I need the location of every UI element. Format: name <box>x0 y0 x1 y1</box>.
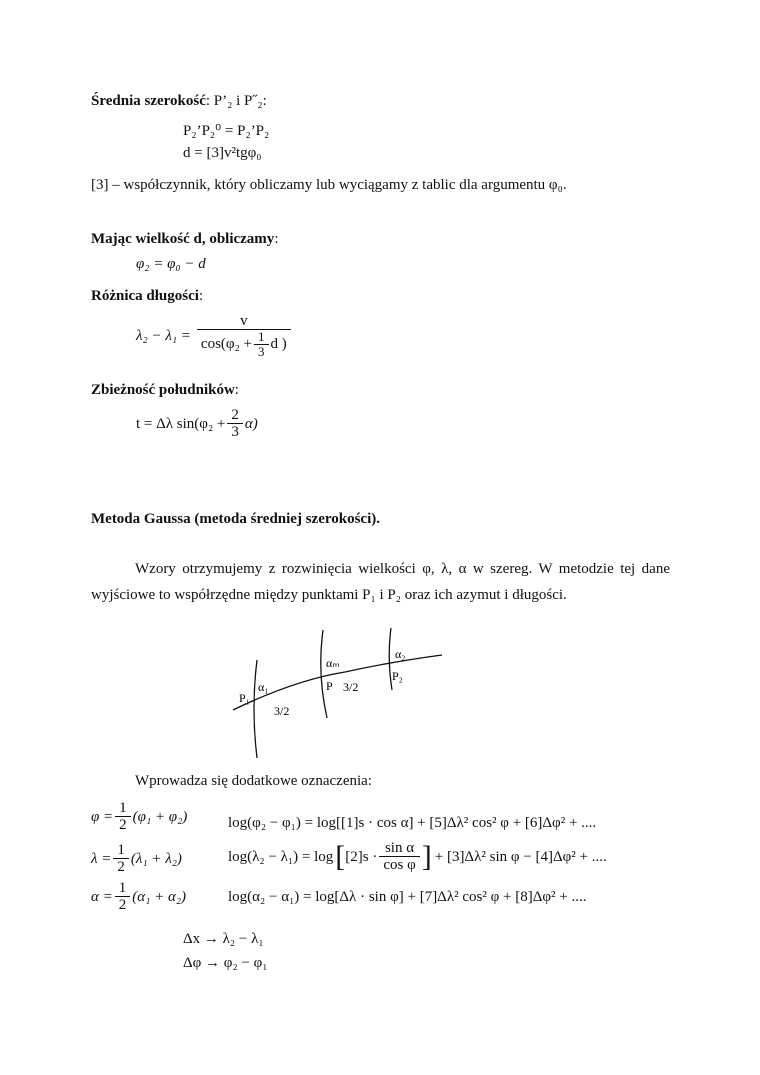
eq1-right: = P₂’P₂ <box>224 123 270 139</box>
gauss-paragraph: Wzory otrzymujemy z rozwinięcia wielkości φ, λ, α w szereg. W metodzie tej dane wyjściowe to współrzędne między punktami P₁ i P₂ oraz ich azymut i długości. <box>91 561 670 603</box>
coefficient-note: [3] – współczynnik, który obliczamy lub wyciągamy z tablic dla argumentu φ₀. <box>91 177 567 193</box>
srednia-heading-rest: : P’₂ i P˝₂: <box>205 93 267 109</box>
equation-p2-p20 <box>183 121 269 140</box>
log2-a: log(λ₂ − λ₁) = log <box>228 848 334 865</box>
roznica-heading: Różnica długości: <box>91 288 204 304</box>
eq4-den-frac-num: 1 <box>258 329 265 344</box>
gauss-heading: Metoda Gaussa (metoda średniej szerokości). <box>91 511 380 527</box>
eq4-den-b: d ) <box>270 336 287 352</box>
zbieznosc-heading: Zbieżność południków: <box>91 382 239 398</box>
mean-alpha <box>91 880 186 914</box>
eq4-denominator <box>197 329 291 359</box>
eq1-left: P₂’P₂⁰ <box>183 123 222 139</box>
mean-alpha-frac <box>115 880 131 914</box>
mean-lambda-num: 1 <box>117 842 125 858</box>
eq5-right: α) <box>244 415 258 432</box>
mean-alpha-num: 1 <box>118 880 127 896</box>
log-equation-alpha: log(α₂ − α₁) = log[Δλ · sin φ] + [7]Δλ² cos² φ + [8]Δφ² + .... <box>228 889 587 905</box>
roznica-heading-text: Różnica długości <box>91 288 199 304</box>
eq4-fraction <box>197 313 291 359</box>
mean-phi-num: 1 <box>119 800 127 816</box>
log2-b: [2]s · <box>345 848 378 865</box>
label-half-left: 3/2 <box>274 704 290 718</box>
eq4-numerator: v <box>240 313 248 329</box>
eq5-fraction <box>227 407 243 441</box>
mean-phi-left: φ = <box>91 808 114 825</box>
eq5-frac-den: 3 <box>227 423 243 441</box>
mean-lambda-frac <box>113 842 129 876</box>
notation-intro: Wprowadza się dodatkowe oznaczenia: <box>135 773 372 789</box>
eq5-frac-num: 2 <box>231 407 239 423</box>
equation-d: d = [3]v²tgφ₀ <box>183 145 262 161</box>
majac-heading-text: Mając wielkość d, obliczamy <box>91 231 275 247</box>
eq4-den-frac-den: 3 <box>254 344 269 359</box>
meridian-p <box>321 630 327 718</box>
label-p: P <box>326 679 333 693</box>
delta-x: Δx → λ₂ − λ₁ <box>183 931 264 947</box>
equation-phi2: φ₂ = φ₀ − d <box>136 256 206 272</box>
mean-phi-frac <box>115 800 131 834</box>
equation-lambda-diff <box>136 313 293 359</box>
srednia-heading-line <box>91 92 267 110</box>
label-alpha1: α₁ <box>258 680 269 694</box>
log2-c: + [3]Δλ² sin φ − [4]Δφ² + .... <box>434 848 607 865</box>
label-p2: P₂ <box>392 669 403 683</box>
log-equation-lambda: log(λ₂ − λ₁) = log [ [2]s · $\frac{\text{sin α}}{\text{cos φ}}$ ] + [3]Δλ² sin φ − [4]Δφ² + .... <box>228 840 607 873</box>
log2-fraction <box>379 840 419 874</box>
mean-lambda <box>91 842 182 876</box>
delta-phi: Δφ → φ₂ − φ₁ <box>183 955 268 971</box>
mean-lambda-right: (λ₁ + λ₂) <box>130 850 182 867</box>
label-p1: P₁ <box>239 691 250 705</box>
zbieznosc-heading-text: Zbieżność południków <box>91 382 235 398</box>
meridian-p1 <box>254 660 257 758</box>
label-alpha2: α₂ <box>395 647 406 661</box>
log-equation-phi: log(φ₂ − φ₁) = log[[1]s · cos α] + [5]Δλ² cos² φ + [6]Δφ² + .... <box>228 815 597 831</box>
mean-lambda-left: λ = <box>91 850 112 867</box>
mean-phi <box>91 800 187 834</box>
mean-alpha-left: α = <box>91 888 113 905</box>
mean-phi-den: 2 <box>115 816 131 834</box>
equation-convergence <box>136 407 258 441</box>
mean-phi-right: (φ₁ + φ₂) <box>132 808 188 825</box>
eq5-left: t = Δλ sin(φ₂ + <box>136 415 226 432</box>
majac-heading: Mając wielkość d, obliczamy: <box>91 231 279 247</box>
mean-lambda-den: 2 <box>113 858 129 876</box>
meridian-diagram <box>225 628 455 763</box>
eq4-den-a: cos(φ₂ + <box>200 336 253 352</box>
label-alpham: αₘ <box>326 656 340 670</box>
mean-alpha-den: 2 <box>115 896 131 914</box>
label-half-right: 3/2 <box>343 680 359 694</box>
log2-num: sin α <box>384 840 415 856</box>
eq4-left: λ₂ − λ₁ = <box>136 327 191 344</box>
log2-den: cos φ <box>379 856 419 874</box>
mean-alpha-right: (α₁ + α₂) <box>132 888 187 905</box>
srednia-heading: Średnia szerokość <box>91 93 206 109</box>
eq4-den-fraction <box>254 330 269 359</box>
